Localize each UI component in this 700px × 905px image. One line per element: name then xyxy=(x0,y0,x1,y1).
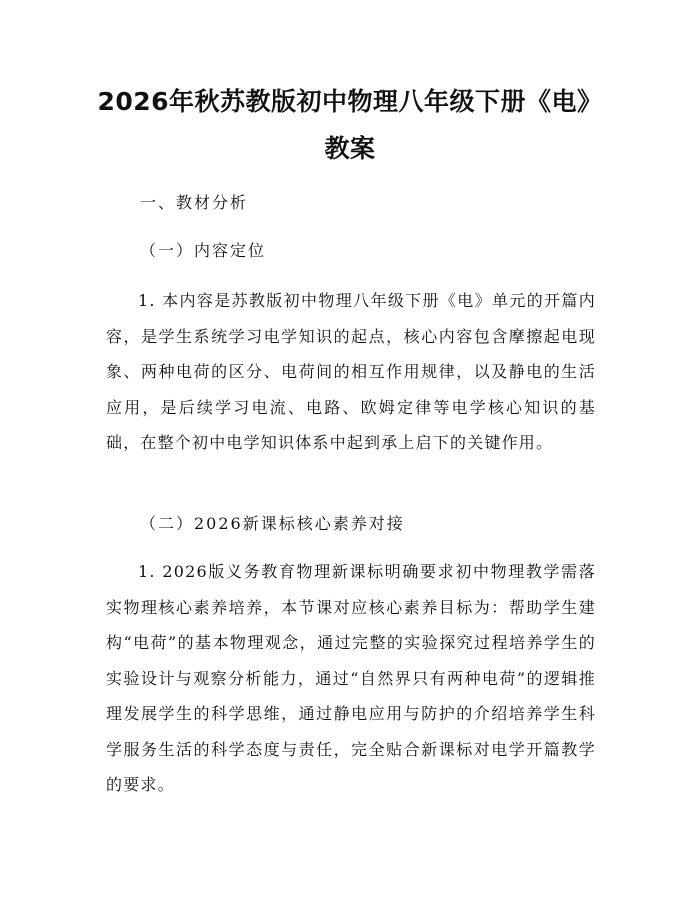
section-heading-textbook-analysis: 一、教材分析 xyxy=(140,193,249,212)
document-title-line-1: 2026年秋苏教版初中物理八年级下册《电》 xyxy=(97,87,603,116)
paragraph-content-positioning: 1. 本内容是苏教版初中物理八年级下册《电》单元的开篇内容，是学生系统学习电学知识的起点，核心内容包含摩擦起电现象、两种电荷的区分、电荷间的相互作用规律，以及静电的生活应用，是后续学习电流、电路、欧姆定律等电学核心知识的基础，在整个初中电学知识体系中起到承上启下的关键作用。 xyxy=(106,291,596,452)
subsection-heading-content-positioning: （一）内容定位 xyxy=(140,241,267,260)
document-title-line-2: 教案 xyxy=(324,134,376,163)
subsection-heading-core-literacy: （二）2026新课标核心素养对接 xyxy=(140,514,405,533)
paragraph-core-literacy: 1. 2026版义务教育物理新课标明确要求初中物理教学需落实物理核心素养培养，本节课对应核心素养目标为：帮助学生建构“电荷”的基本物理观念，通过完整的实验探究过程培养学生的实验设计与观察分析能力，通过“自然界只有两种电荷”的逻辑推理发展学生的科学思维，通过静电应用与防护的介绍培养学生科学服务生活的科学态度与责任，完全贴合新课标对电学开篇教学的要求。 xyxy=(106,562,596,794)
